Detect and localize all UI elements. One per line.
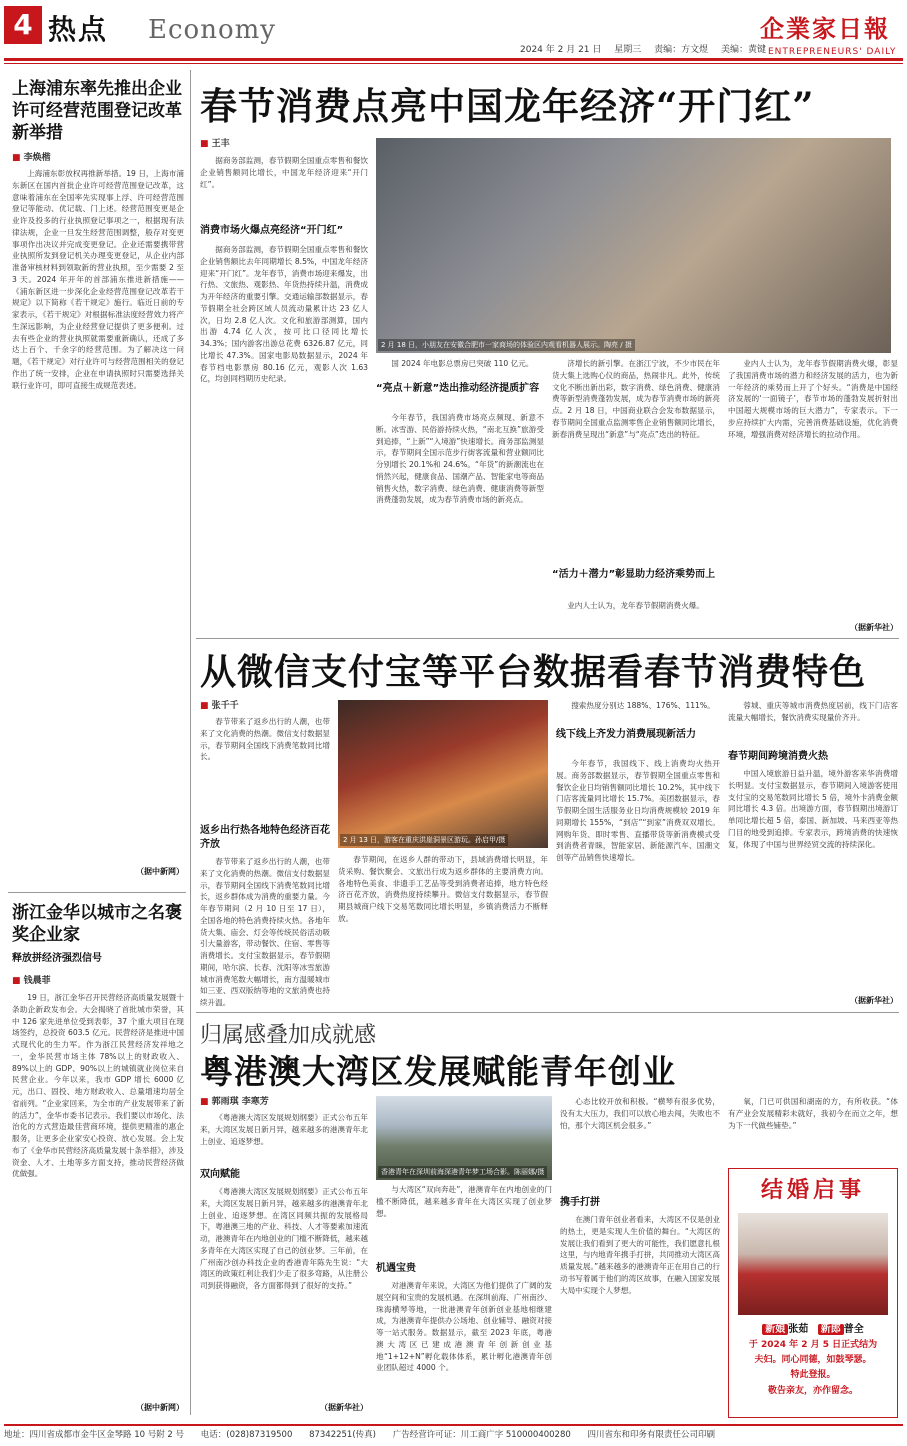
- left-article2-body: 19 日，浙江金华召开民营经济高质量发展暨十条助企新政发布会。大会揭晓了首批城市荣誉，其中 126 家先进单位受到表彰，37 个重大项目在现场签约，总投资 603.5 亿元。民营经济是推进中国式现代化的生力军。作为浙江民营经济发祥地之一，金华民营市场主体 78%以上的财政收入、89%以上的 GDP、90%以上的城镇就业岗位来自民营企业。今年以来，我市 GDP 增长 6000 亿元，出口、固投、地方财政收入、总量增速均居全省前列。“企业家回来，为全市的产业发展带来了新的活力”，金华市委书记表示。我们要以市场化、法治化的方式营造最佳营商环境，提供更精准的惠企服务，让更多企业家安心投资、放心发展。会上发布了《金华市民营经济高质量发展十条举措》，涉及资金、人才、土地等多方面支持，推动民营经济做优做强。: [12, 993, 184, 1179]
- article1-body3-start: 业内人士认为，龙年春节假期消费火爆。: [567, 601, 704, 610]
- article1-intro: 据商务部监测，春节假期全国重点零售和餐饮企业销售额同比增长，中国龙年经济迎来“开门红”。: [200, 156, 368, 189]
- wedding-line-3: 特此登报。: [790, 1370, 836, 1381]
- article3-intro: 《粤港澳大湾区发展规划纲要》正式公布五年来，大湾区发展日新月异，越来越多的港澳青年北上创业、追逐梦想。: [200, 1113, 368, 1146]
- article1-photo: [376, 138, 891, 353]
- footer-fax: 87342251(传真): [309, 1430, 376, 1440]
- wedding-photo: [738, 1213, 888, 1315]
- article2-body1: 春节带来了返乡出行的人潮，也带来了文化消费的热潮。微信支付数据显示，春节期间全国线下消费笔数同比增长，返乡群体成为消费的重要力量。今年春节期间（2 月 10 日至 17 日），全国各地的特色消费持续火热。各地年货大集、庙会、灯会等传统民俗活动吸引大量游客，带动餐饮、住宿、零售等消费增长。支付宝数据显示，春节假期期间，哈尔滨、长春、沈阳等冰雪旅游城市消费笔数大幅增长，南方温暖城市如三亚、西双版纳等地的文旅消费也持续升温。: [200, 857, 330, 1008]
- article2-body3: 中国入境旅游日益升温，境外游客来华消费增长明显。支付宝数据显示，春节期间入境游客使用支付宝的交易笔数同比增长 5 倍，境外卡消费金额同比增长 4.3 倍。出境游方面，春节假期出境游订单同比增长超 5 倍，泰国、新加坡、马来西亚等热门目的地受到追捧。专家表示，跨境消费的快速恢复，体现了中国与世界经贸交流的持续深化。: [728, 769, 898, 849]
- article2-body2b: 蓉城、重庆等城市消费热度居前，线下门店客流量大幅增长，餐饮消费实现量价齐升。: [728, 701, 898, 722]
- article1-photo-caption: 2 月 18 日，小朋友在安徽合肥市一家商场的体验区内观看机器人展示。陶亮 / 摄: [378, 339, 635, 351]
- issue-editor: 责编：方文煜: [654, 45, 709, 55]
- article2-intro: 春节带来了返乡出行的人潮，也带来了文化消费的热潮。微信支付数据显示，春节期间全国线下消费笔数同比增长。: [200, 717, 330, 762]
- article3-body3: 在澳门青年创业者看来，大湾区不仅是创业的热土，更是实现人生价值的舞台。“大湾区的发展让我们看到了更大的可能性，我们愿意扎根这里，与内地青年携手打拼，共同推动大湾区高质量发展。”越来越多的港澳青年正在用自己的行动书写着属于他们的湾区故事，在融入国家发展大局中实现个人梦想。: [560, 1215, 720, 1295]
- section-title: 热点: [48, 13, 109, 46]
- wedding-label-1: 新娘: [762, 1324, 788, 1335]
- wedding-name-2: 普全: [843, 1323, 864, 1335]
- article1-subhead3: “活力＋潜力”彰显助力经济乘势而上: [552, 569, 716, 580]
- wedding-notice: [728, 1168, 898, 1418]
- article1-body3: 业内人士认为，龙年春节假期消费火爆，彰显了我国消费市场的潜力和经济发展的活力，也为新一年经济的乘势而上开了个好头。“消费是中国经济发展的‘一面镜子’，春节市场的蓬勃发展折射出中国超大规模市场的巨大潜力”，专家表示。下一步应持续扩大内需，完善消费基础设施，优化消费环境，增强消费对经济增长的拉动作用。: [728, 359, 898, 439]
- article2-byline: ■ 张千千: [200, 700, 239, 713]
- footer-printer: 四川省东和印务有限责任公司印刷: [587, 1430, 716, 1440]
- article3-subhead1: 双向赋能: [200, 1169, 240, 1180]
- article2-credit-text: 据新华社: [858, 996, 890, 1005]
- article1-subhead1: 消费市场火爆点亮经济“开门红”: [200, 225, 344, 236]
- article1-body2: 今年春节，我国消费市场亮点频现、新意不断。冰雪游、民俗游持续火热，“南北互换”旅游受到追捧，“上新”“入境游”快速增长。商务部监测显示，春节期间全国示范步行街客流量和营业额同比分别增长 20.1%和 24.6%。“年货”的新潮流也在悄然兴起，健康食品、国潮产品、智能家电等商品销售火热，数字消费、绿色消费、健康消费等新型消费蓬勃发展，成为春节消费市场的新亮点。: [376, 413, 544, 505]
- article2-photo-caption: 2 月 13 日，游客在重庆洪崖洞景区游玩。孙启甲/摄: [340, 834, 508, 846]
- page-footer: [4, 1424, 903, 1442]
- column-divider: [190, 70, 191, 1415]
- issue-date: 2024 年 2 月 21 日: [520, 45, 602, 55]
- wedding-line-4: 敬告亲友，亦作留念。: [767, 1385, 858, 1396]
- left-article2-byline: ■ 钱晨菲: [12, 975, 51, 988]
- article2-subhead2: 线下线上齐发力消费展现新活力: [556, 729, 696, 740]
- issue-info: [520, 44, 776, 57]
- left-article-body: 上海浦东彰放权再推新举措。19 日，上海市浦东新区在国内首批企业许可经营范围登记改革，这意味着浦东在全国率先实现事上浮、许可经营范围登记等能动、优记载、门上述。经营范围变更是企业许及投多的行业执照登记事项之一，根据现有法律法规，企业一旦发生经营范围调整，般存对变更事项作出决议并完成变更登记。企业还需要携带营业执照所发到登记机关办理变更登记，从企业内部准备审核材料到领取新的营业执照，至少需要 2 至 3 天。2024 年开年的首部浦东推进新措施——《浦东新区进一步深化企业经营范围登记改革若干规定》以下简称《若干规定》施行。临近日前的专家表示，《若干规定》对根据标准法度经营效力将产生深远影响，为企业经营登记提供了更多便利。过去有些企业的营业执照就需要重新确认，还成了多达上百个、千余字的经营范围。为了解决这一问题，《若干规定》对行业许可与经营范围相关的登记作出了统一安排，企业在申请执照时只需要选择关联行业许可，即可直接生成规范表述。: [12, 169, 184, 390]
- left-article-credit-text: 据中新网: [144, 867, 176, 876]
- article1-byline: ■ 王丰: [200, 138, 230, 151]
- article2-subhead3: 春节期间跨境消费火热: [728, 751, 828, 762]
- article2-top-cont: 搜索热度分别达 188%、176%、111%。: [571, 701, 715, 710]
- page-number: 4: [4, 6, 42, 44]
- left-article-byline: ■ 李焕楷: [12, 152, 51, 165]
- article3-photo-caption: 香港青年在深圳前海深港青年梦工场合影。陈丽娜/摄: [378, 1166, 547, 1178]
- article3-kicker: 归属感叠加成就感: [200, 1023, 377, 1048]
- left-article2-credit: （据中新网）: [136, 1403, 184, 1412]
- article3-photo: [376, 1096, 552, 1180]
- article3-byline: ■ 郭雨琪 李寒芳: [200, 1096, 269, 1109]
- article1-body1: 据商务部监测，春节假期全国重点零售和餐饮企业销售额比去年同期增长 8.5%，中国龙年经济迎来“开门红”。龙年春节，消费市场迎来爆发，出行热、文旅热、观影热、年货热持续升温，消费成为开年经济的重要引擎。交通运输部数据显示，春节假期全社会跨区域人员流动量累计达 23 亿人次，日均 2.8 亿人次。文化和旅游部测算，国内出游 4.74 亿人次，按可比口径同比增长 34.3%；国内游客出游总花费 6326.87 亿元，同比增长 47.3%。国家电影局数据显示，2024 年春节档电影票房 80.16 亿元，观影人次 1.63 亿，均创同档期历史纪录。: [200, 245, 368, 384]
- footer-address: 地址：四川省成都市金牛区金琴路 10 号附 2 号: [4, 1430, 185, 1440]
- newspaper-logo: 企業家日報: [760, 14, 890, 43]
- article3-subhead2: 机遇宝贵: [376, 1263, 416, 1274]
- article2-headline: 从微信支付宝等平台数据看春节消费特色: [200, 651, 867, 693]
- article1-body-cont: 国 2024 年电影总票房已突破 110 亿元。: [391, 359, 534, 368]
- issue-weekday: 星期三: [614, 45, 642, 55]
- left-article-headline: 上海浦东率先推出企业许可经营范围登记改革新举措: [12, 79, 182, 144]
- newspaper-logo-en: ENTREPRENEURS' DAILY: [768, 47, 897, 57]
- header-rule: [4, 58, 903, 61]
- issue-designer: 美编：黄键: [721, 45, 767, 55]
- article2-body2: 今年春节，我国线下、线上消费均火热开展。商务部数据显示，春节假期全国重点零售和餐饮企业日均销售额同比增长 10.2%，其中线下门店客流量同比增长 15.7%。美团数据显示，春节假期全国生活服务业日均消费规模较 2019 年同期增长 155%，“到店”“到家”消费双双增长。网购年货、即时零售、直播带货等新消费模式受到消费者青睐，智能家居、新能源汽车、国潮文创等产品销售快速增长。: [556, 759, 720, 863]
- wedding-title: 结婚启事: [760, 1177, 865, 1203]
- footer-license: 广告经营许可证：川工商广字 510000400280: [392, 1430, 571, 1440]
- wedding-line-2: 夫妇。同心同德，如鼓琴瑟。: [754, 1355, 872, 1366]
- article2-subhead1: 返乡出行热各地特色经济百花齐放: [200, 825, 330, 850]
- left-divider: [8, 892, 186, 893]
- article2-body1b: 春节期间，在返乡人群的带动下，县域消费增长明显，年货采购、餐饮聚会、文旅出行成为返乡群体的主要消费方向。各地特色美食、非遗手工艺品等受到消费者追捧，地方特色经济百花齐放，消费热度持续攀升。微信支付数据显示，春节假期县城商户线下交易笔数同比增长明显，乡镇消费活力不断释放。: [338, 855, 548, 923]
- article3-subhead3: 携手打拼: [560, 1197, 600, 1208]
- left-article2-subhead: 释放拼经济强烈信号: [12, 953, 102, 964]
- article1-subhead2: “亮点＋新意”迭出推动经济提质扩容: [376, 383, 540, 394]
- wedding-label-2: 新郎: [818, 1324, 844, 1335]
- article3-headline: 粤港澳大湾区发展赋能青年创业: [200, 1052, 676, 1091]
- article2-divider: [196, 1012, 899, 1013]
- article3-credit-text: 据新华社: [328, 1403, 360, 1412]
- article1-credit-text: 据新华社: [858, 623, 890, 632]
- left-article-credit: （据中新网）: [136, 867, 184, 876]
- left-article2-credit-text: 据中新网: [144, 1403, 176, 1412]
- left-article2-headline: 浙江金华以城市之名褒奖企业家: [12, 903, 182, 946]
- header-rule-thin: [4, 63, 903, 64]
- article1-headline: 春节消费点亮中国龙年经济“开门红”: [200, 84, 815, 128]
- section-title-en: Economy: [148, 15, 276, 45]
- wedding-names: [729, 1321, 897, 1338]
- wedding-name-1: 张茹: [788, 1323, 809, 1335]
- article3-body2b: 心态比较开放和积极。“横琴有很多优势，没有太大压力，我们可以放心地去闯，失败也不怕，那个大湾区机会很多。”: [560, 1097, 720, 1130]
- article1-credit: （据新华社）: [850, 623, 898, 632]
- article1-divider: [196, 638, 899, 639]
- article3-body1: 《粤港澳大湾区发展规划纲要》正式公布五年来，大湾区发展日新月异，越来越多的港澳青年北上创业、追逐梦想。在湾区同频共振的发展格局下，粤港澳三地的产业、科技、人才等要素加速流动，港澳青年在内地创业的门槛不断降低，越来越多青年在大湾区实现了自己的创业梦。三年前，在广州南沙创办科技企业的香港青年陈先生说：“大湾区的政策红利让我们少走了很多弯路，从注册公司到获得融资，各方面都得到了很好的支持。”: [200, 1187, 368, 1291]
- article3-body3b: 氧，门已可供国和湖南的方，有所收获。“体有产业会发展精彩未就好，我初今在而立之年，想为下一代做些铺垫。”: [728, 1097, 898, 1130]
- article3-body1b: 与大湾区“双向奔赴”，港澳青年在内地创业的门槛不断降低，越来越多青年在大湾区实现了创业梦想。: [376, 1185, 552, 1218]
- article2-photo: [338, 700, 548, 848]
- article1-body2b: 济增长的新引擎。在浙江宁波，不少市民在年货大集上选购心仪的商品，热闹非凡。此外，传统文化不断出新出彩，数字消费、绿色消费、健康消费等新型消费蓬勃发展，成为春节消费市场的新亮点。2 月 18 日，中国商业联合会发布数据显示，春节期间全国重点监测零售企业销售额同比增长，新春消费呈现出“新意”与“亮点”迭出的特征。: [552, 359, 720, 439]
- footer-phone: 电话：(028)87319500: [200, 1430, 293, 1440]
- wedding-line-1: 于 2024 年 2 月 5 日正式结为: [748, 1339, 878, 1350]
- article3-credit: （据新华社）: [320, 1403, 368, 1412]
- article3-body2: 对港澳青年来说，大湾区为他们提供了广阔的发展空间和宝贵的发展机遇。在深圳前海、广州南沙、珠海横琴等地，一批港澳青年创新创业基地相继建成，为港澳青年提供办公场地、创业辅导、融资对接等一站式服务。数据显示，截至 2023 年底，粤港澳大湾区已建成港澳青年创新创业基地“1+12+N”孵化载体体系，累计孵化港澳青年创业团队超过 4000 个。: [376, 1281, 552, 1373]
- article2-credit: （据新华社）: [850, 996, 898, 1005]
